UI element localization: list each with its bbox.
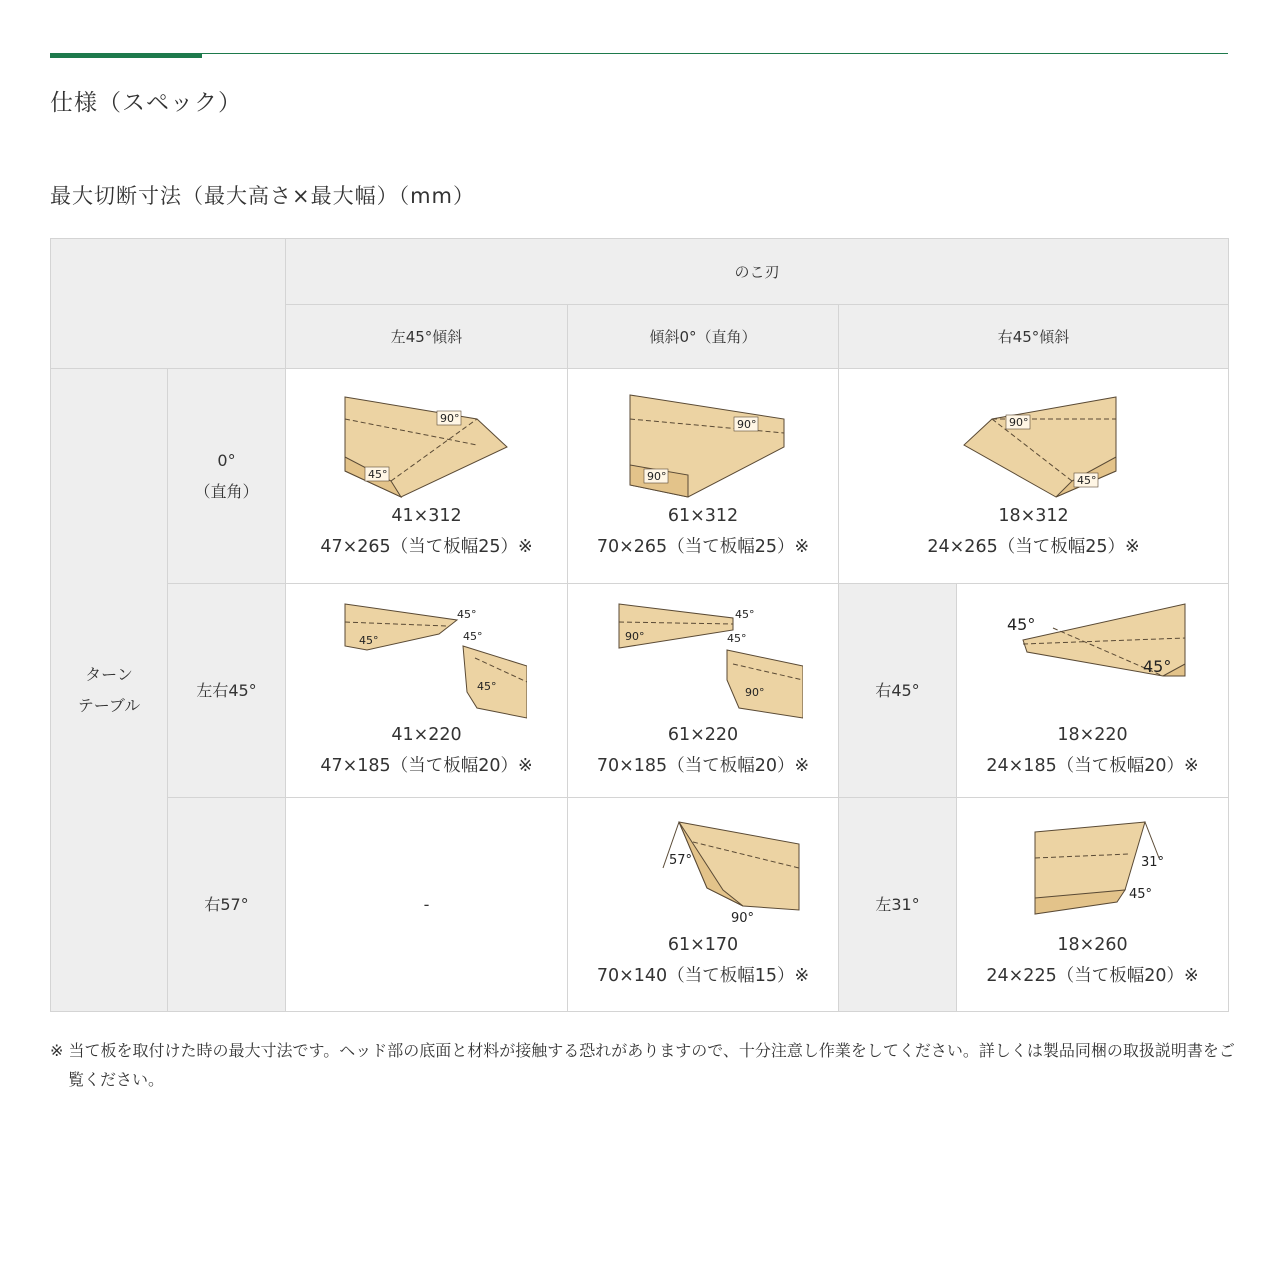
compound-cut-diagram-icon: [993, 600, 1193, 720]
cell-r2-right45: [957, 798, 1229, 1012]
label-90a: 90°: [625, 629, 645, 643]
r0c2-line2: 70×265（当て板幅25）※: [596, 537, 810, 557]
label-45: 45°: [1128, 886, 1152, 902]
label-45: 45°: [367, 468, 387, 481]
miter-diagram-icon: [327, 389, 527, 501]
label-45: 45°: [1076, 474, 1096, 487]
row-2-angle: 右57°: [168, 798, 286, 1012]
cutting-capacity-table: [50, 238, 1229, 1012]
label-90: 90°: [1008, 416, 1028, 429]
label-90: 90°: [731, 910, 755, 926]
label-45a: 45°: [456, 607, 476, 621]
row-0-angle: [168, 369, 286, 584]
label-45b: 45°: [358, 633, 378, 647]
r0c3-line1: 18×312: [998, 506, 1069, 526]
r2c3-line1: 18×260: [1057, 934, 1128, 955]
r1c3-line1: 18×220: [1057, 724, 1128, 745]
label-45c: 45°: [462, 629, 482, 643]
footnote: ※ 当て板を取付けた時の最大寸法です。ヘッド部の底面と材料が接触する恐れがありますので、十分注意し作業をしてください。詳しくは製品同梱の取扱説明書をご覧ください。: [50, 1041, 1235, 1089]
cell-r1-0: [568, 584, 839, 798]
label-45d: 45°: [476, 679, 496, 693]
r0c1-line1: 41×312: [391, 506, 462, 526]
angled-cut-diagram-icon: [603, 818, 803, 930]
section-rule: [50, 53, 1228, 54]
r0c3-line2: 24×265（当て板幅25）※: [927, 537, 1140, 557]
label-57: 57°: [669, 852, 693, 868]
r1c2-line1: 61×220: [667, 724, 739, 745]
turntable-label-1: ターン: [85, 665, 133, 684]
sub-right45: 右45°: [839, 584, 957, 798]
header-blade: のこ刃: [286, 239, 1229, 305]
label-90-top: 90°: [737, 418, 757, 431]
section-title: 仕様（スペック）: [50, 90, 242, 116]
header-right45: 右45°傾斜: [839, 305, 1229, 369]
row-1-angle: 左右45°: [168, 584, 286, 798]
r0c1-line2: 47×265（当て板幅25）※: [320, 537, 533, 557]
r1c3-line2: 24×185（当て板幅20）※: [986, 755, 1199, 776]
header-left45: 左45°傾斜: [286, 305, 568, 369]
r0c2-line1: 61×312: [667, 506, 739, 526]
label-90b: 90°: [745, 685, 765, 699]
cell-r2-left45: [286, 798, 568, 1012]
cell-r0-0: [568, 369, 839, 584]
cell-r2-0: [568, 798, 839, 1012]
r2c2-line1: 61×170: [667, 934, 739, 955]
r2c3-line2: 24×225（当て板幅20）※: [986, 965, 1199, 986]
miter-diagram-icon: [934, 389, 1134, 501]
compound-cut-diagram-icon: [327, 600, 527, 720]
straight-cut-diagram-icon: [618, 389, 788, 501]
label-90-bottom: 90°: [647, 470, 667, 483]
r1c2-line2: 70×185（当て板幅20）※: [596, 755, 810, 776]
label-45b: 45°: [727, 631, 747, 645]
row-0-angle-sub: （直角）: [194, 482, 259, 501]
not-applicable: -: [423, 895, 430, 914]
sub-left31: 左31°: [839, 798, 957, 1012]
header-0: 傾斜0°（直角）: [568, 305, 839, 369]
label-45b: 45°: [1142, 656, 1171, 676]
cell-r0-left45: [286, 369, 568, 584]
label-31: 31°: [1140, 854, 1164, 870]
compound-cut-diagram-icon: [603, 600, 803, 720]
label-45a: 45°: [735, 607, 755, 621]
turntable-label: [51, 369, 168, 1012]
angled-cut-diagram-icon: [993, 818, 1193, 930]
cell-r1-left45: [286, 584, 568, 798]
cell-r0-right45: [839, 369, 1229, 584]
r2c2-line2: 70×140（当て板幅15）※: [596, 965, 810, 986]
turntable-label-2: テーブル: [77, 696, 141, 715]
label-90: 90°: [439, 412, 459, 425]
section-rule-accent: [50, 53, 202, 58]
r1c1-line1: 41×220: [391, 724, 462, 745]
cell-r1-right45: [957, 584, 1229, 798]
row-0-angle-value: 0°: [217, 451, 236, 470]
label-45a: 45°: [1006, 614, 1035, 634]
r1c1-line2: 47×185（当て板幅20）※: [320, 755, 533, 776]
table-title: 最大切断寸法（最大高さ×最大幅）（mm）: [50, 184, 476, 208]
corner-header: [51, 239, 286, 369]
